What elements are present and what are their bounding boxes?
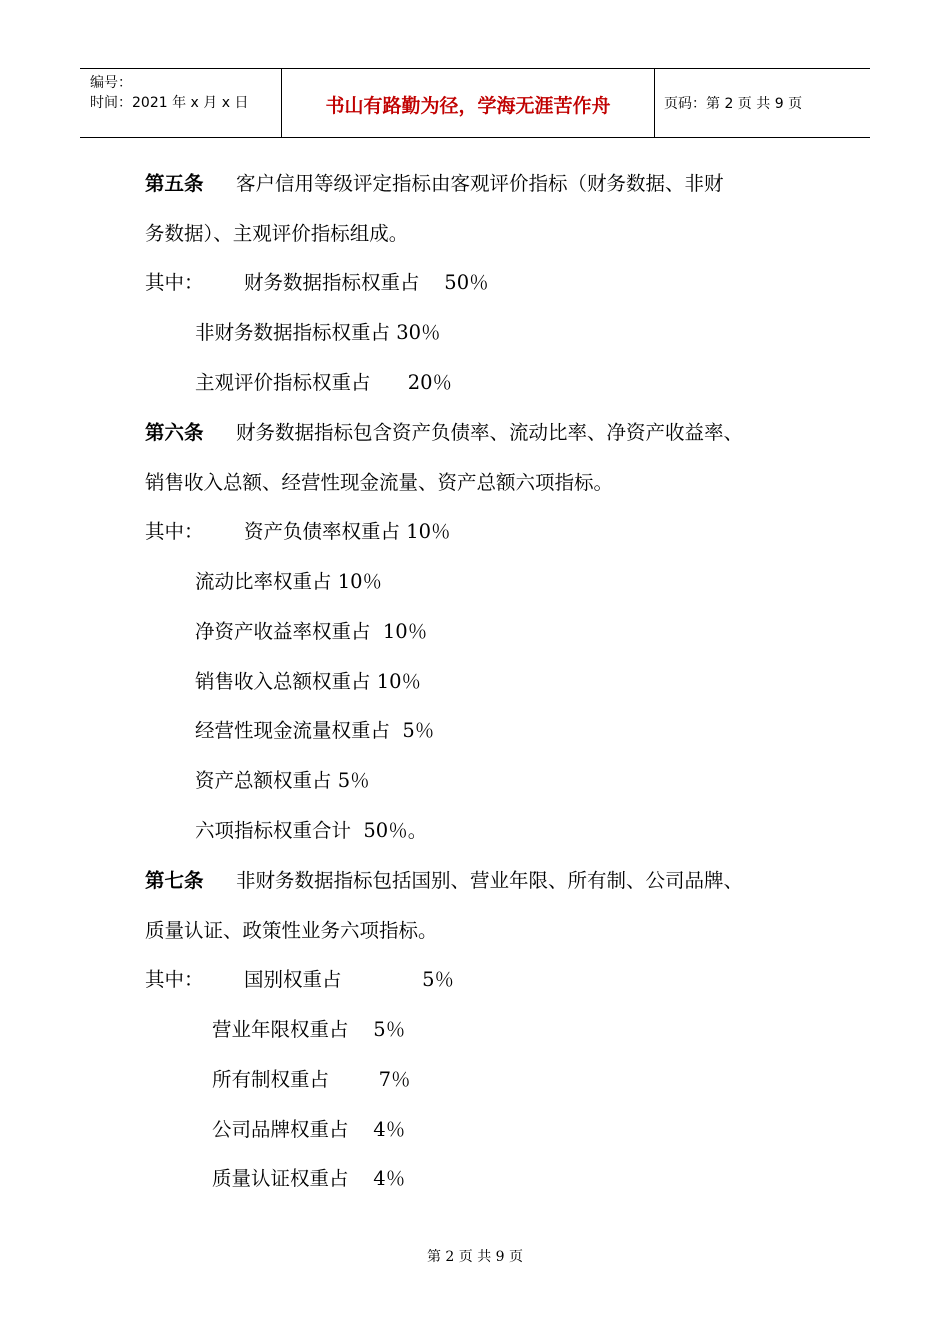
header-divider	[654, 69, 655, 137]
weight-item: 资产负债率权重占 10％	[244, 520, 451, 543]
article-title: 第七条	[145, 869, 204, 892]
weight-item: 所有制权重占 7％	[212, 1068, 411, 1091]
article-title: 第六条	[145, 421, 204, 444]
paragraph-line: 质量认证、政策性业务六项指标。	[145, 919, 438, 942]
weight-item: 质量认证权重占 4％	[212, 1167, 406, 1190]
weight-item: 公司品牌权重占 4％	[212, 1118, 406, 1141]
header-motto: 书山有路勤为径，学海无涯苦作舟	[325, 95, 611, 117]
paragraph-line: 销售收入总额、经营性现金流量、资产总额六项指标。	[145, 471, 614, 494]
weight-item: 主观评价指标权重占 20％	[195, 371, 453, 394]
sub-label: 其中：	[145, 968, 204, 991]
sub-label: 其中：	[145, 271, 204, 294]
header-meta	[90, 73, 248, 113]
paragraph-line: 客户信用等级评定指标由客观评价指标（财务数据、非财	[236, 172, 724, 195]
page-header	[80, 68, 870, 138]
article-title: 第五条	[145, 172, 204, 195]
weight-item: 非财务数据指标权重占 30％	[195, 321, 441, 344]
weight-item: 净资产收益率权重占 10％	[195, 620, 428, 643]
header-page-info: 页码：第 2 页 共 9 页	[664, 96, 803, 112]
document-number: 编号：	[90, 75, 132, 91]
weight-item: 财务数据指标权重占 50％	[244, 271, 489, 294]
weight-item: 流动比率权重占 10％	[195, 570, 383, 593]
weight-item: 经营性现金流量权重占 5％	[195, 719, 435, 742]
document-date: 时间：2021 年 x 月 x 日	[90, 95, 249, 111]
weight-item: 销售收入总额权重占 10％	[195, 670, 422, 693]
paragraph-line: 财务数据指标包含资产负债率、流动比率、净资产收益率、	[236, 421, 744, 444]
page-footer: 第 2 页 共 9 页	[426, 1249, 524, 1265]
weight-item: 国别权重占 5％	[244, 968, 454, 991]
sub-label: 其中：	[145, 520, 204, 543]
weight-item: 六项指标权重合计 50％。	[195, 819, 428, 842]
paragraph-line: 务数据）、主观评价指标组成。	[145, 222, 409, 245]
weight-item: 营业年限权重占 5％	[212, 1018, 406, 1041]
weight-item: 资产总额权重占 5％	[195, 769, 370, 792]
paragraph-line: 非财务数据指标包括国别、营业年限、所有制、公司品牌、	[236, 869, 744, 892]
